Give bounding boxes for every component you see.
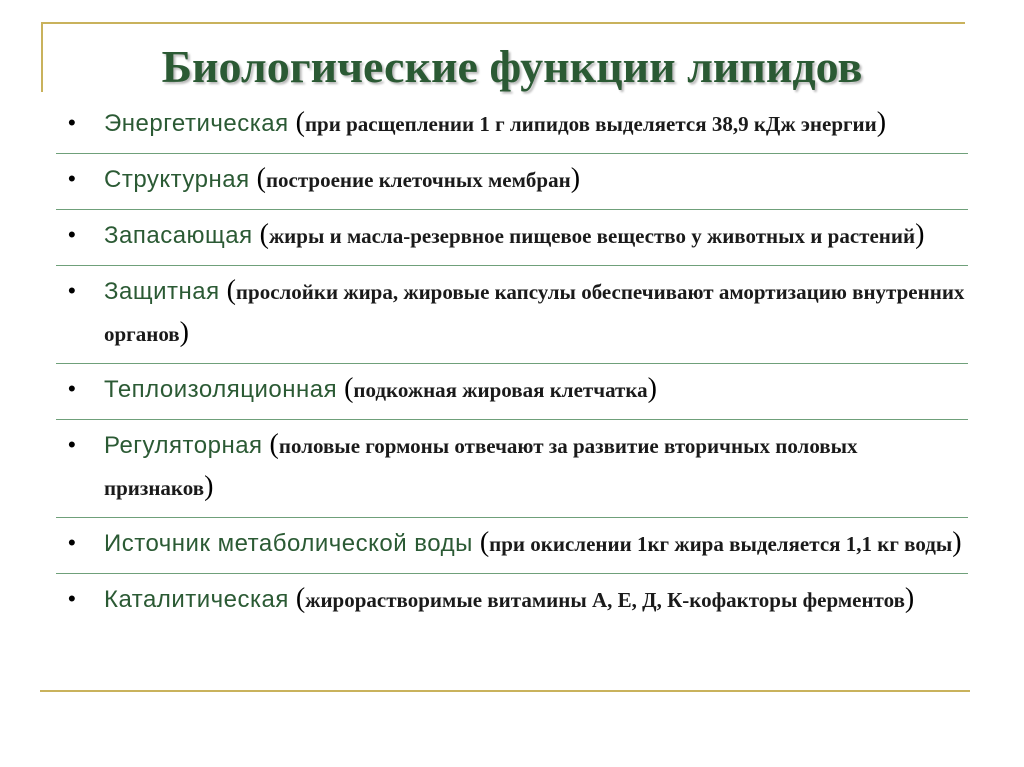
open-paren: ( bbox=[219, 275, 236, 306]
item-term: Каталитическая bbox=[104, 586, 289, 613]
open-paren: ( bbox=[249, 163, 266, 194]
open-paren: ( bbox=[252, 219, 269, 250]
item-term: Теплоизоляционная bbox=[104, 376, 338, 403]
bullet-icon: • bbox=[68, 110, 76, 135]
list-item-regulatory bbox=[56, 420, 968, 518]
item-term: Энергетическая bbox=[104, 110, 289, 137]
frame-bottom-line bbox=[40, 690, 970, 692]
item-description: жиры и масла-резервное пищевое вещество у животных и растений bbox=[268, 224, 916, 248]
list-item-thermal-insulation bbox=[56, 364, 968, 420]
list-item-protective bbox=[56, 266, 968, 364]
item-term: Защитная bbox=[104, 278, 220, 305]
item-term: Запасающая bbox=[104, 222, 253, 249]
frame-top-line bbox=[41, 22, 965, 24]
slide-title: Биологические функции липидов bbox=[161, 41, 863, 92]
list-item-metabolic-water bbox=[56, 518, 968, 574]
open-paren: ( bbox=[288, 583, 306, 614]
open-paren: ( bbox=[288, 107, 305, 138]
bullet-icon: • bbox=[68, 432, 76, 457]
list-item-catalytic bbox=[56, 574, 968, 629]
item-description: подкожная жировая клетчатка bbox=[353, 378, 648, 402]
open-paren: ( bbox=[472, 527, 490, 558]
close-paren: ) bbox=[204, 471, 214, 502]
bullet-icon: • bbox=[68, 530, 76, 555]
item-term: Структурная bbox=[104, 166, 250, 193]
functions-list bbox=[56, 98, 968, 629]
list-item-energy bbox=[56, 98, 968, 154]
item-term: Источник метаболической воды bbox=[104, 530, 473, 557]
item-description: при расщеплении 1 г липидов выделяется 38,9 кДж энергии bbox=[304, 112, 877, 136]
open-paren: ( bbox=[337, 373, 354, 404]
list-item-storage bbox=[56, 210, 968, 266]
close-paren: ) bbox=[179, 317, 189, 348]
open-paren: ( bbox=[262, 429, 279, 460]
close-paren: ) bbox=[915, 219, 925, 250]
bullet-icon: • bbox=[68, 376, 76, 401]
bullet-icon: • bbox=[68, 166, 76, 191]
close-paren: ) bbox=[570, 163, 581, 194]
bullet-icon: • bbox=[68, 586, 76, 611]
item-description: жирорастворимые витамины А, Е, Д, К-кофакторы ферментов bbox=[305, 588, 905, 612]
item-description: построение клеточных мембран bbox=[265, 168, 571, 192]
item-term: Регуляторная bbox=[104, 432, 263, 459]
close-paren: ) bbox=[904, 583, 915, 614]
close-paren: ) bbox=[876, 107, 887, 138]
item-description: прослойки жира, жировые капсулы обеспечивают амортизацию внутренних органов bbox=[104, 280, 965, 346]
list-item-structural bbox=[56, 154, 968, 210]
item-description: половые гормоны отвечают за развитие вторичных половых признаков bbox=[104, 434, 858, 500]
bullet-icon: • bbox=[68, 222, 76, 247]
item-description: при окислении 1кг жира выделяется 1,1 кг воды bbox=[489, 532, 953, 556]
close-paren: ) bbox=[952, 527, 962, 558]
bullet-icon: • bbox=[68, 278, 76, 303]
close-paren: ) bbox=[647, 373, 657, 404]
